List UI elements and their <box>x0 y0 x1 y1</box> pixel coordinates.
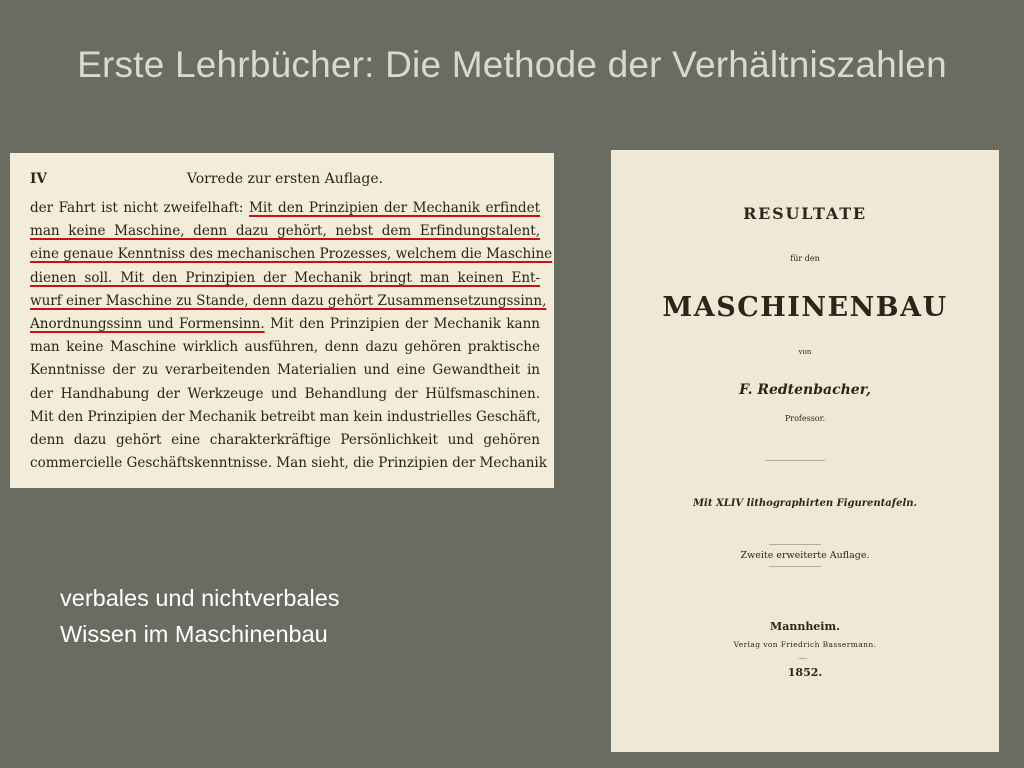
excerpt-line <box>30 220 540 243</box>
highlighted-text: dienen soll. Mit den Prinzipien der Mechanik bringt man keinen Ent- <box>30 269 540 286</box>
highlighted-text: eine genaue Kenntniss des mechanischen Prozesses, welchem die Maschine <box>30 246 553 263</box>
excerpt-line <box>30 383 540 406</box>
excerpt-text: denn dazu gehört eine charakterkräftige Persönlichkeit und gehören <box>30 431 540 448</box>
caption-line: Wissen im Maschinenbau <box>60 621 328 647</box>
excerpt-line <box>30 290 547 313</box>
excerpt-text: der Handhabung der Werkzeuge und Behandlung der Hülfsmaschinen. <box>30 385 540 402</box>
excerpt-running-head: Vorrede zur ersten Auflage. <box>186 171 384 187</box>
highlighted-text: Mit den Prinzipien der Mechanik erfindet <box>248 200 540 216</box>
excerpt-line <box>30 429 540 452</box>
excerpt-line <box>30 359 540 382</box>
excerpt-body <box>30 197 553 475</box>
title-city: Mannheim. <box>770 620 840 633</box>
title-professor: Professor. <box>784 414 826 423</box>
book-title-page-scan <box>611 150 999 752</box>
highlighted-text: Anordnungssinn und Formensinn. <box>30 315 265 332</box>
title-von: von <box>798 348 812 356</box>
excerpt-text: Kenntnisse der zu verarbeitenden Materialien und eine Gewandtheit in <box>30 362 540 379</box>
excerpt-text: Mit den Prinzipien der Mechanik kann <box>264 315 540 332</box>
excerpt-line <box>30 336 540 359</box>
title-publisher: Verlag von Friedrich Bassermann. <box>733 640 877 649</box>
title-resultate: RESULTATE <box>743 204 867 223</box>
title-rule <box>769 566 821 567</box>
highlighted-text: man keine Maschine, denn dazu gehört, nebst dem Erfindungstalent, <box>30 223 540 240</box>
excerpt-header <box>30 167 540 197</box>
title-rule <box>769 544 821 545</box>
title-year: 1852. <box>787 666 823 679</box>
title-edition: Zweite erweiterte Auflage. <box>740 550 870 561</box>
title-fuer-den: für den <box>790 254 820 263</box>
preface-excerpt-scan <box>10 153 554 488</box>
title-author: F. Redtenbacher, <box>739 382 871 398</box>
title-plates: Mit XLIV lithographirten Figurentafeln. <box>692 498 917 509</box>
excerpt-page-number: IV <box>30 171 47 187</box>
excerpt-line <box>30 243 553 266</box>
slide-title: Erste Lehrbücher: Die Methode der Verhältniszahlen <box>77 44 947 85</box>
excerpt-line <box>30 267 540 290</box>
slide-caption <box>60 580 340 652</box>
excerpt-text: Mit den Prinzipien der Mechanik betreibt man kein industrielles Geschäft, <box>30 408 541 425</box>
excerpt-line <box>30 197 540 220</box>
excerpt-line <box>30 452 547 475</box>
excerpt-line <box>30 313 540 336</box>
excerpt-text: commercielle Geschäftskenntnisse. Man sieht, die Prinzipien der Mechanik <box>30 455 547 472</box>
title-maschinenbau: MASCHINENBAU <box>662 292 948 323</box>
excerpt-line <box>30 406 540 429</box>
excerpt-text: man keine Maschine wirklich ausführen, denn dazu gehören praktische <box>30 339 540 356</box>
excerpt-text: der Fahrt ist nicht zweifelhaft: <box>30 200 249 216</box>
title-rule <box>765 460 825 461</box>
title-rule <box>799 658 807 659</box>
highlighted-text: wurf einer Maschine zu Stande, denn dazu gehört Zusammensetzungssinn, <box>30 292 547 309</box>
caption-line: verbales und nichtverbales <box>60 585 340 611</box>
